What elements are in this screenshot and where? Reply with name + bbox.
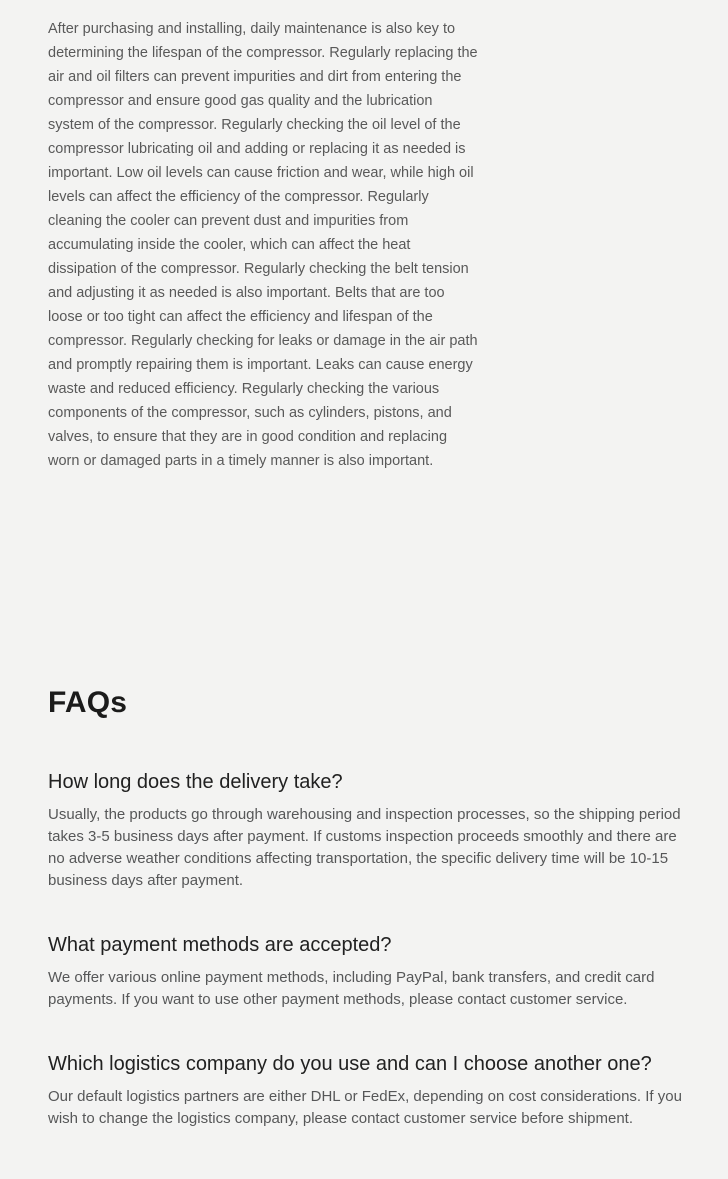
faq-answer-delivery: Usually, the products go through warehousing and inspection processes, so the shipping period takes 3-5 business days after payment. If customs inspection proceeds smoothly and there are no adverse weather conditions affecting transportation, the specific delivery time will be 10-15 business days after payment.	[48, 806, 681, 889]
maintenance-paragraph: After purchasing and installing, daily maintenance is also key to determining the lifespan of the compressor. Regularly replacing the air and oil filters can prevent impurities and dirt from entering the compressor and ensure good gas quality and the lubrication system of the compressor. Regularly checking the oil level of the compressor lubricating oil and adding or replacing it as needed is important. Low oil levels can cause friction and wear, while high oil levels can affect the efficiency of the compressor. Regularly cleaning the cooler can prevent dust and impurities from accumulating inside the cooler, which can affect the heat dissipation of the compressor. Regularly checking the belt tension and adjusting it as needed is also important. Belts that are too loose or too tight can affect the efficiency and lifespan of the compressor. Regularly checking for leaks or damage in the air path and promptly repairing them is important. Leaks can cause energy waste and reduced efficiency. Regularly checking the various components of the compressor, such as cylinders, pistons, and valves, to ensure that they are in good condition and replacing worn or damaged parts in a timely manner is also important.	[48, 21, 478, 469]
faq-section	[0, 685, 728, 1130]
faq-question-payment: What payment methods are accepted?	[48, 934, 392, 956]
maintenance-section	[0, 0, 728, 473]
faq-question-logistics: Which logistics company do you use and can I choose another one?	[48, 1053, 652, 1075]
faq-item-payment	[0, 930, 728, 1011]
faq-item-logistics	[0, 1049, 728, 1130]
faq-item-delivery	[0, 767, 728, 892]
faq-answer-logistics: Our default logistics partners are either DHL or FedEx, depending on cost considerations. If you wish to change the logistics company, please contact customer service before shipment.	[48, 1088, 682, 1127]
faq-section-title: FAQs	[48, 686, 128, 719]
faq-answer-payment: We offer various online payment methods, including PayPal, bank transfers, and credit card payments. If you want to use other payment methods, please contact customer service.	[48, 969, 655, 1008]
faq-question-delivery: How long does the delivery take?	[48, 771, 343, 793]
